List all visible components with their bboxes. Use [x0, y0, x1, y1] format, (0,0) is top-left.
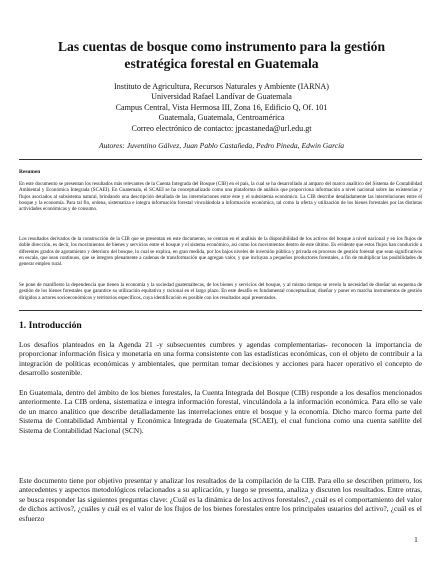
abstract-paragraph: Se pone de manifiesto la dependencia que tienen la economía y la sociedad guatemaltecas, de los bienes y servicios del bosque, y al mismo tiempo se revela la necesidad de diseñar un esquema de gestión de los bienes forestales que garantice su utilización equitativa y racional en el largo plazo. En este desafío es fundamental conceptualizar, diseñar y poner en marcha instrumentos de gestión dirigidos a actores socioeconómicos y territorios específicos, cuya identificación es posible con los resultados aquí presentados.	[19, 282, 422, 301]
contact-email: Correo electrónico de contacto: jpcastaneda@url.edu.gt	[131, 123, 312, 133]
institute-name: Instituto de Agricultura, Recursos Naturales y Ambiente (IARNA)	[114, 82, 329, 91]
abstract-heading: Resumen	[19, 169, 41, 175]
abstract-paragraph: Los resultados derivados de la construcción de la CIB que se presentan en este documento, se centran en el análisis de la disponibilidad de los activos del bosque a nivel nacional y en los flujos de doble dirección, es decir, los movimientos de bienes y servicios entre el bosque y el sistema económico, así como los movimientos dentro de este último. Es evidente que estos flujos han conducido a diferentes grados de agotamiento y deterioro del bosque, lo cual se explica, en gran medida, por los bajos niveles de inversión pública y privada en procesos de gestión forestal que sean significativos en escala, que sean continuos, que se integren plenamente a cadenas de transformación que agregan valor, y que incluyan a pequeños productores forestales, a fin de multiplicar las posibilidades de generar empleo rural.	[19, 236, 422, 268]
city-country: Guatemala, Guatemala, Centroamérica	[158, 113, 285, 123]
body-paragraph: En Guatemala, dentro del ámbito de los bienes forestales, la Cuenta Integrada del Bosque (CIB) responde a los desafíos mencionados anteriormente. La CIB ordena, sistematiza e integra información forestal, vinculándola a la información económica. Para ello se vale de un marco analítico que describe detalladamente las interrelaciones entre el bosque y la economía. Dicho marco forma parte del Sistema de Contabilidad Ambiental y Económica Integrada de Guatemala (SCAEI), el cual funciona como una cuenta satélite del Sistema de Contabilidad Nacional (SCN).	[19, 388, 422, 435]
body-paragraph: Los desafíos planteados en la Agenda 21 -y subsecuentes cumbres y agendas complementarias- reconocen la importancia de proporcionar información física y monetaria en una forma consistente con las estadísticas económicas, con el objeto de contribuir a la integración de políticas económicas y ambientales, que permitan tomar decisiones y acciones para hacer operativo el concepto de desarrollo sostenible.	[19, 340, 422, 378]
section-heading: 1. Introducción	[19, 320, 82, 331]
author-list: Autores: Juventino Gálvez, Juan Pablo Castañeda, Pedro Pineda, Edwin García	[98, 141, 345, 150]
body-paragraph: Este documento tiene por objetivo presentar y analizar los resultados de la compilación de la CIB. Para ello se describen primero, los antecedentes y aspectos metodológicos relacionados a su aplicación, y luego se presenta, analiza y discuten los resultados. Entre otras, se busca responder las siguientes preguntas clave: ¿Cuál es la dinámica de los activos forestales?, ¿cuál es el comportamiento del valor de dichos activos?, ¿cuáles y cuál es el valor de los flujos de los bienes forestales entre los principales usuarios del activo?, ¿cuál es el esfuerzo	[19, 476, 422, 523]
title-line: estratégica forestal en Guatemala	[124, 56, 319, 71]
page-number: 1	[414, 535, 418, 544]
university-name: Universidad Rafael Landívar de Guatemala	[151, 92, 292, 102]
abstract-bottom-rule	[19, 310, 422, 311]
campus-address: Campus Central, Vista Hermosa III, Zona 16, Edificio Q, Of. 101	[115, 102, 328, 112]
abstract-paragraph: En este documento se presentan los resultados más relevantes de la Cuenta Integrada del Bosque (CIB) en el país, la cual se ha desarrollado al amparo del marco analítico del Sistema de Contabilidad Ambiental y Económica Integrada (SCAEI). En Guatemala, el SCAEI se ha conceptualizado como una plataforma de análisis que proporciona información a nivel nacional sobre las existencias y flujos asociados al subsistema natural, brindando una descripción detallada de las interrelaciones entre éste y el subsistema económico. La CIB describe detalladamente las interrelaciones entre el bosque y la economía. Para tal fin, ordena, sistematiza e integra información forestal vinculándola a información económica, tal como la oferta y utilización de los bienes forestales por las distintas actividades económicas y de consumo.	[19, 181, 422, 213]
title-line: Las cuentas de bosque como instrumento para la gestión	[57, 39, 386, 54]
affiliation-block	[30, 82, 413, 134]
paper-title	[30, 38, 413, 72]
abstract-top-rule	[19, 159, 422, 160]
